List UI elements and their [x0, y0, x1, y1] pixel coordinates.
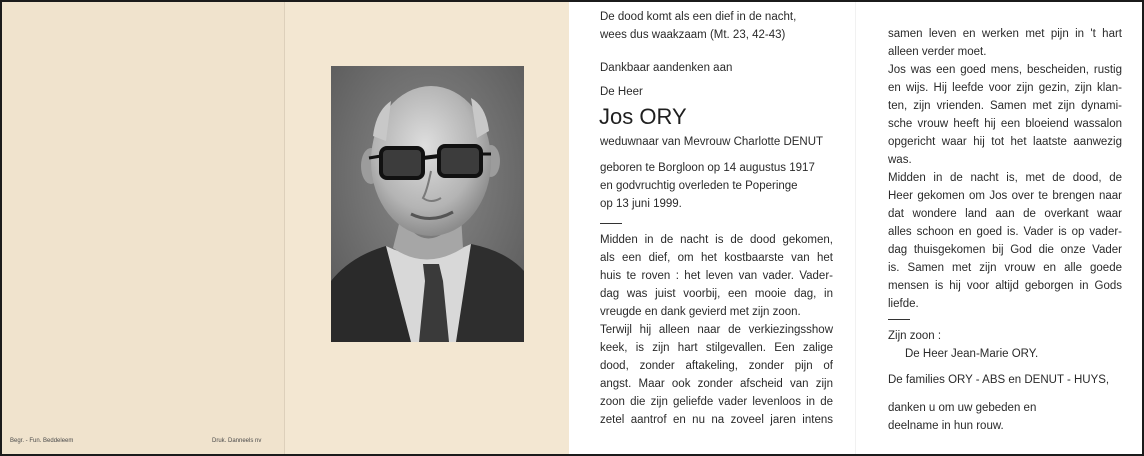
body-line: zoon die zijn geliefde vader levenloos in de — [600, 396, 833, 408]
body-line: was. — [888, 154, 912, 166]
body-line: is. Samen met zijn vrouw en alle goede — [888, 262, 1122, 274]
body-line: dag was juist voorbij, een mooie dag, in — [600, 288, 833, 300]
thanks-line-1: danken u om uw gebeden en — [888, 402, 1037, 414]
body-line: dood, zonder aftakeling, zonder pijn of — [600, 360, 833, 372]
body-line: alles schoon en goed is. Vader is op vader- — [888, 226, 1122, 238]
families: De families ORY - ABS en DENUT - HUYS, — [888, 374, 1110, 386]
body-line: keek, is zijn hart stilgevallen. Een zalige — [600, 342, 833, 354]
son-label: Zijn zoon : — [888, 330, 942, 342]
son-name: De Heer Jean-Marie ORY. — [905, 348, 1039, 360]
remembrance-heading: Dankbaar aandenken aan — [600, 62, 733, 74]
body-text-left — [600, 231, 833, 429]
body-line: Midden in de nacht is, met de dood, de — [888, 172, 1122, 184]
scripture-quote-line-1: De dood komt als een dief in de nacht, — [600, 11, 797, 23]
body-line: dag thuisgekomen bij God die onze Vader — [888, 244, 1122, 256]
left-outer-panel — [2, 2, 285, 454]
body-line: vreugde en dank gevierd met zijn zoon. — [600, 306, 801, 318]
body-line: en wijs. Hij leefde voor zijn gezin, zijn klan- — [888, 82, 1122, 94]
body-line: sche vrouw heeft hij een bloeiend wassalon — [888, 118, 1122, 130]
body-line: als een dief, om het kostbaarste van het — [600, 252, 833, 264]
memorial-card — [2, 2, 1142, 454]
deceased-name: Jos ORY — [599, 104, 687, 129]
death-info: en godvruchtig overleden te Poperinge — [600, 180, 798, 192]
body-line: Heer gekomen om Jos over te brengen naar — [888, 190, 1122, 202]
body-line: mensen is hij voor altijd geborgen in Gods — [888, 280, 1122, 292]
printer-credit: Druk. Danneels nv — [212, 438, 262, 444]
widower-of: weduwnaar van Mevrouw Charlotte DENUT — [600, 136, 824, 148]
body-line: zetel aantrof en nu na zoveel jaren intens — [600, 414, 833, 426]
birth-info: geboren te Borgloon op 14 augustus 1917 — [600, 162, 815, 174]
portrait-photo — [331, 66, 524, 342]
death-date: op 13 juni 1999. — [600, 198, 682, 210]
body-line: dat wondere land aan de overkant waar — [888, 208, 1122, 220]
body-line: samen leven en werken met pijn in 't hart — [888, 28, 1122, 40]
thanks-line-2: deelname in hun rouw. — [888, 420, 1004, 432]
body-line: ten, zijn vrienden. Samen met zijn dynami- — [888, 100, 1122, 112]
salutation: De Heer — [600, 86, 643, 98]
scripture-quote-line-2: wees dus waakzaam (Mt. 23, 42-43) — [600, 29, 786, 41]
body-line: Terwijl hij alleen naar de verkiezingsshow — [600, 324, 833, 336]
funeral-director-credit: Begr. - Fun. Beddeleem — [10, 438, 74, 444]
separator-dash — [888, 319, 910, 320]
body-line: opgericht waar hij tot het laatste aanwezig — [888, 136, 1122, 148]
body-line: Jos was een goed mens, bescheiden, rustig — [888, 64, 1122, 76]
body-line: liefde. — [888, 298, 919, 310]
body-line: angst. Maar ook zonder afscheid van zijn — [600, 378, 833, 390]
body-line: huis te roven : het leven van vader. Vader- — [600, 270, 833, 282]
body-line: Midden in de nacht is de dood gekomen, — [600, 234, 833, 246]
separator-dash — [600, 223, 622, 224]
body-text-right — [888, 25, 1122, 313]
body-line: alleen verder moet. — [888, 46, 987, 58]
